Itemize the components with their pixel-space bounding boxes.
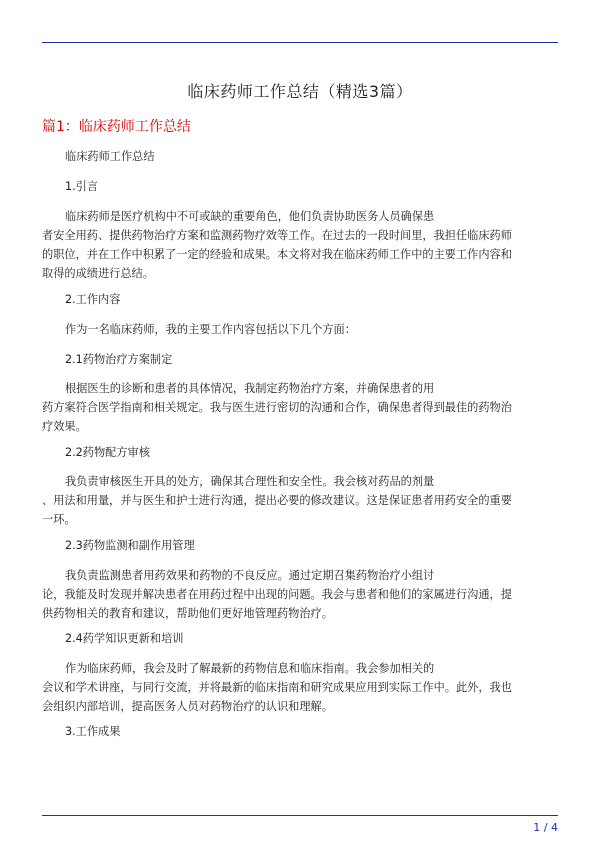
paragraph [42,443,558,462]
paragraph-line: 3.工作成果 [65,725,121,738]
paragraph [42,629,558,648]
paragraph-line: 2.工作内容 [65,293,121,306]
paragraph-line: 作为临床药师，我会及时了解最新的药物信息和临床指南。我会参加相关的 [65,662,435,675]
paragraph-line: 作为一名临床药师，我的主要工作内容包括以下几个方面： [65,323,356,336]
paragraph [42,350,558,369]
document-title: 临床药师工作总结（精选3篇） [187,82,413,101]
paragraph-line: 我负责监测患者用药效果和药物的不良反应。通过定期召集药物治疗小组讨 [65,569,435,582]
paragraph-line: 1.引言 [65,180,99,193]
paragraph-line: 临床药师工作总结 [65,150,155,163]
paragraph-line: 临床药师是医疗机构中不可或缺的重要角色，他们负责协助医务人员确保患 [65,210,435,223]
paragraph [42,659,558,716]
paragraph-line: 2.3药物监测和副作用管理 [65,539,195,552]
paragraph [42,379,558,436]
section-heading: 篇1：临床药师工作总结 [42,119,191,135]
paragraph [42,722,558,741]
paragraph-line: 会组织内部培训，提高医务人员对药物治疗的认识和理解。 [42,700,333,713]
paragraph [42,566,558,623]
header-rule [42,42,558,43]
paragraph-line: 我负责审核医生开具的处方，确保其合理性和安全性。我会核对药品的剂量 [65,475,435,488]
paragraph [42,536,558,555]
paragraph [42,147,558,166]
paragraph-line: 2.4药学知识更新和培训 [65,632,184,645]
footer-rule [42,815,558,816]
paragraph-line: 一环。 [42,513,76,526]
paragraph-line: 会议和学术讲座，与同行交流，并将最新的临床指南和研究成果应用到实际工作中。此外，我也 [42,681,512,694]
paragraph [42,320,558,339]
paragraph-line: 论，我能及时发现并解决患者在用药过程中出现的问题。我会与患者和他们的家属进行沟通，提 [42,588,512,601]
paragraph [42,177,558,196]
paragraph-line: 、用法和用量，并与医生和护士进行沟通，提出必要的修改建议。这是保证患者用药安全的重要 [42,494,512,507]
paragraph-line: 者安全用药、提供药物治疗方案和监测药物疗效等工作。在过去的一段时间里，我担任临床药师 [42,229,512,242]
paragraph-line: 药方案符合医学指南和相关规定。我与医生进行密切的沟通和合作，确保患者得到最佳的药物治 [42,401,512,414]
paragraph-line: 的职位，并在工作中积累了一定的经验和成果。本文将对我在临床药师工作中的主要工作内容和 [42,248,512,261]
paragraph-line: 取得的成绩进行总结。 [42,267,154,280]
page-number: 1 / 4 [533,821,558,834]
paragraph-line: 2.1药物治疗方案制定 [65,353,173,366]
paragraph-line: 供药物相关的教育和建议，帮助他们更好地管理药物治疗。 [42,607,333,620]
paragraph-line: 2.2药物配方审核 [65,446,150,459]
paragraph-line: 疗效果。 [42,420,87,433]
paragraph-line: 根据医生的诊断和患者的具体情况，我制定药物治疗方案，并确保患者的用 [65,382,435,395]
paragraph [42,290,558,309]
paragraph [42,472,558,529]
paragraph [42,207,558,283]
